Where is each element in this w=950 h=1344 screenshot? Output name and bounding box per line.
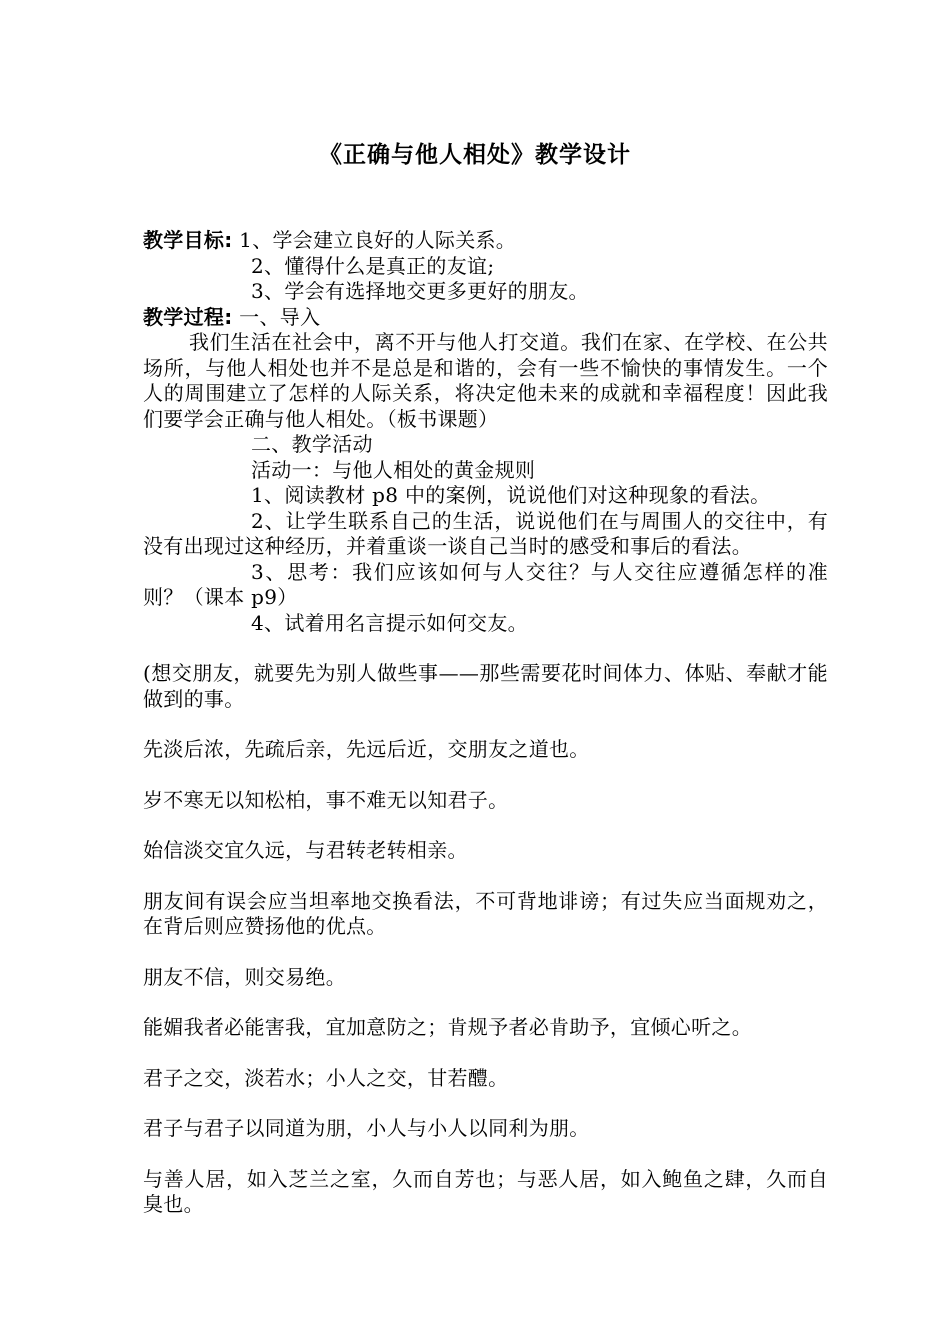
document-title: 《正确与他人相处》教学设计 <box>319 142 631 168</box>
process-line <box>143 305 828 331</box>
quote-item: 与善人居，如入芝兰之室，久而自芳也；与恶人居，如入鲍鱼之肆，久而自臭也。 <box>143 1166 828 1216</box>
step-intro-heading: 一、导入 <box>239 304 321 329</box>
goal-line-1 <box>143 228 828 254</box>
spacer <box>143 636 828 661</box>
step-activities-heading: 二、教学活动 <box>251 432 373 456</box>
quotes-list <box>143 661 828 1218</box>
quote-item: 能媚我者必能害我，宜加意防之；肯规予者必肯助予，宜倾心听之。 <box>143 1015 752 1039</box>
document-body <box>143 228 828 1243</box>
task-item: 3、思考：我们应该如何与人交往？与人交往应遵循怎样的准则？（课本 p9） <box>143 559 828 609</box>
quote-item: 朋友间有误会应当坦率地交换看法，不可背地诽谤；有过失应当面规劝之，在背后则应赞扬他的优点。 <box>143 888 828 938</box>
task-item: 4、试着用名言提示如何交友。 <box>251 610 528 635</box>
quote-item: (想交朋友，就要先为别人做些事——那些需要花时间体力、体贴、奉献才能做到的事。 <box>143 661 828 711</box>
quote-item: 君子之交，淡若水；小人之交，甘若醴。 <box>143 1065 509 1090</box>
intro-paragraph: 我们生活在社会中，离不开与他人打交道。我们在家、在学校、在公共场所，与他人相处也并不是总是和谐的，会有一些不愉快的事情发生。一个人的周围建立了怎样的人际关系，将决定他未来的成就和幸福程度！因此我们要学会正确与他人相处。（板书课题） <box>143 330 828 431</box>
quote-item: 朋友不信，则交易绝。 <box>143 964 346 989</box>
quote-item: 君子与君子以同道为朋，小人与小人以同利为朋。 <box>143 1116 590 1140</box>
goal-item: 2、懂得什么是真正的友谊; <box>251 253 495 278</box>
activity-one-heading: 活动一：与他人相处的黄金规则 <box>251 457 536 482</box>
quote-item: 岁不寒无以知松柏，事不难无以知君子。 <box>143 787 509 812</box>
task-item: 2、让学生联系自己的生活，说说他们在与周围人的交往中，有没有出现过这种经历，并着重谈一谈自己当时的感受和事后的看法。 <box>143 508 828 558</box>
process-label: 教学过程: <box>143 304 233 329</box>
goals-label: 教学目标: <box>143 228 233 252</box>
quote-item: 始信淡交宜久远，与君转老转相亲。 <box>143 838 468 862</box>
quote-item: 先淡后浓，先疏后亲，先远后近，交朋友之道也。 <box>143 737 590 761</box>
goal-item: 3、学会有选择地交更多更好的朋友。 <box>251 279 589 303</box>
task-item: 1、阅读教材 p8 中的案例，说说他们对这种现象的看法。 <box>251 483 771 507</box>
goal-item: 1、学会建立良好的人际关系。 <box>239 228 517 252</box>
